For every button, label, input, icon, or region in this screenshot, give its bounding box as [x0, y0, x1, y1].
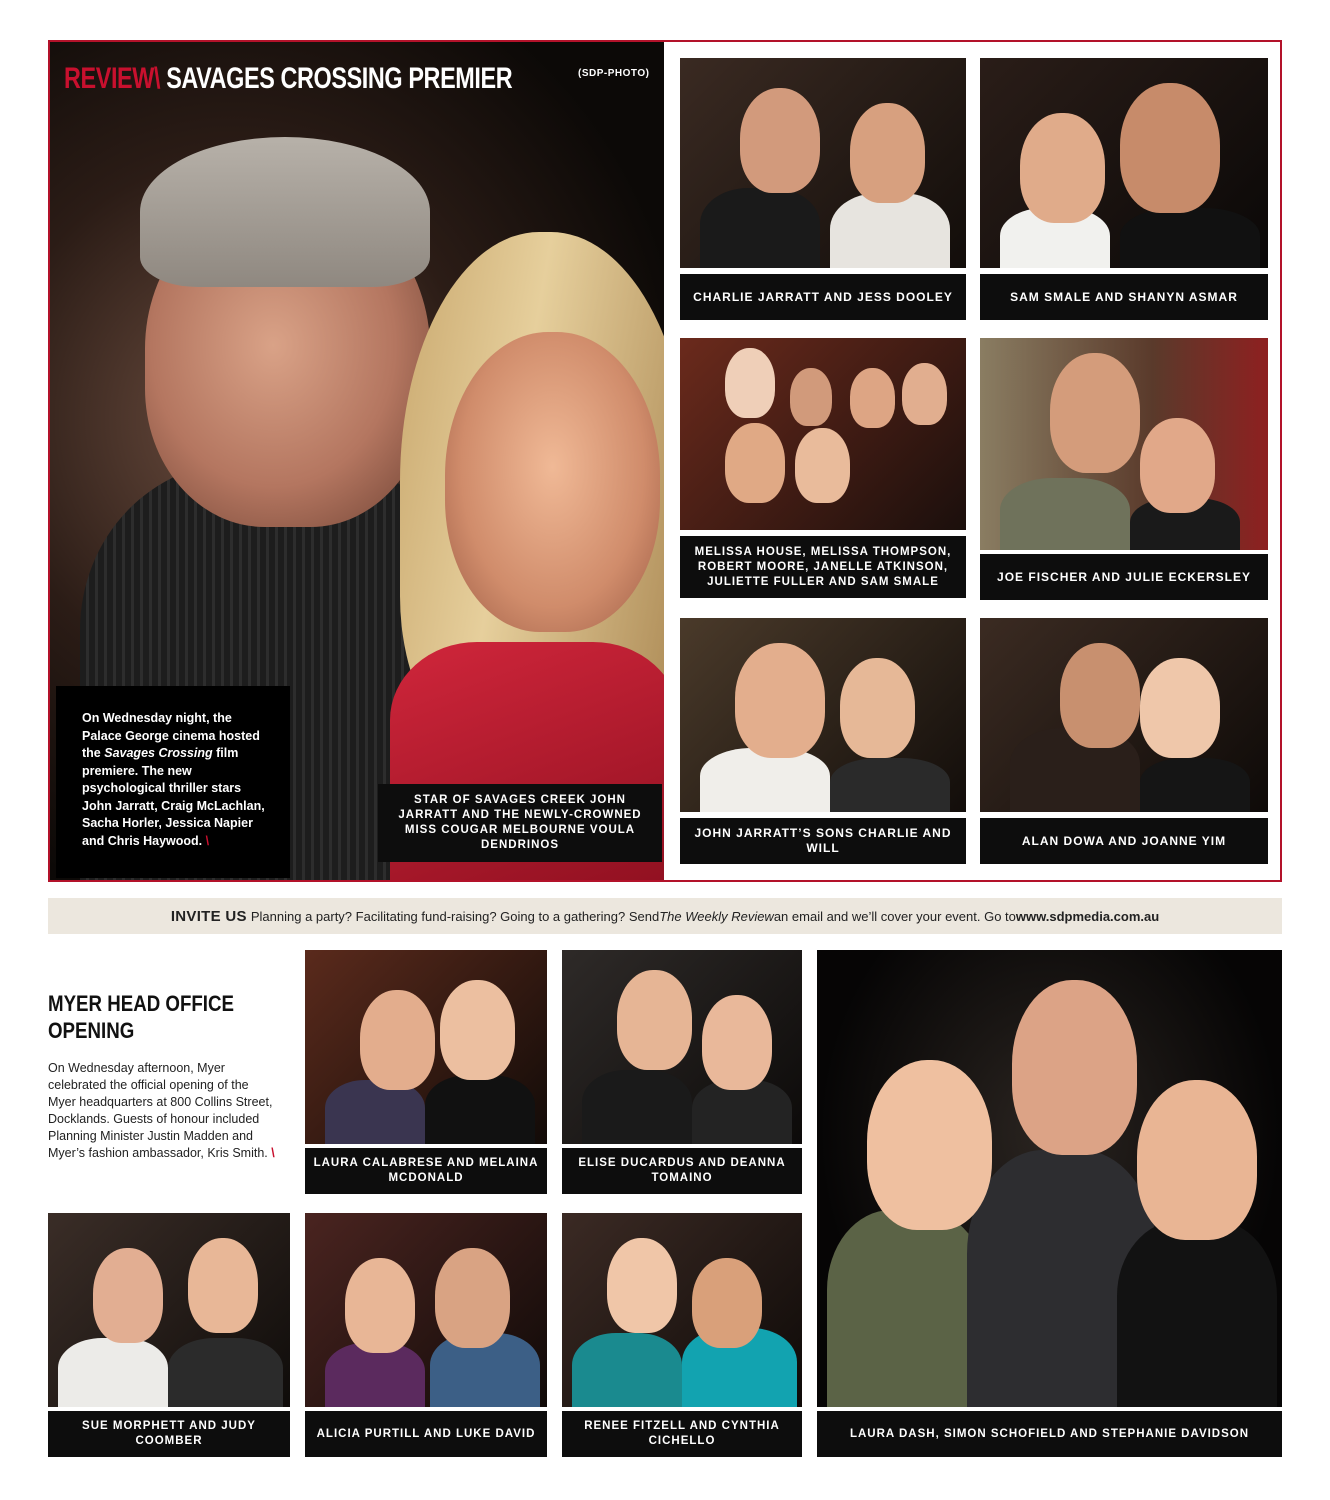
caption-6: ALAN DOWA AND JOANNE YIM: [980, 818, 1268, 864]
review-headline: [64, 62, 512, 96]
myer-caption-3: SUE MORPHETT AND JUDY COOMBER: [48, 1411, 290, 1457]
photo-credit: (SDP-PHOTO): [578, 68, 650, 79]
end-mark: \: [205, 833, 210, 848]
myer-caption-1: LAURA CALABRESE AND MELAINA MCDONALD: [305, 1148, 547, 1194]
hero-photo: [50, 42, 664, 880]
myer-photo-1: [305, 950, 547, 1144]
myer-photo-5: [562, 1213, 802, 1407]
photo-2: [980, 58, 1268, 268]
myer-caption-6: LAURA DASH, SIMON SCHOFIELD AND STEPHANIE DAVIDSON: [817, 1411, 1282, 1457]
invite-text-2: an email and we’ll cover your event. Go to: [773, 908, 1016, 924]
invite-label: INVITE US: [170, 907, 247, 925]
myer-heading: MYER HEAD OFFICE OPENING: [48, 991, 234, 1043]
intro-text-part1: On Wednesday night, the Palace George cinema hosted the: [82, 711, 260, 760]
caption-5: JOHN JARRATT’S SONS CHARLIE AND WILL: [680, 818, 966, 864]
photo-4: [980, 338, 1268, 550]
myer-photo-6: [817, 950, 1282, 1407]
caption-3: MELISSA HOUSE, MELISSA THOMPSON, ROBERT MOORE, JANELLE ATKINSON, JULIETTE FULLER AND SAM SMALE: [680, 536, 966, 598]
invite-bar: [48, 898, 1282, 934]
review-label: REVIEW\: [64, 62, 161, 95]
myer-photo-3: [48, 1213, 290, 1407]
caption-4: JOE FISCHER AND JULIE ECKERSLEY: [980, 554, 1268, 600]
photo-3: [680, 338, 966, 530]
myer-caption-2: ELISE DUCARDUS AND DEANNA TOMAINO: [562, 1148, 802, 1194]
invite-publication: The Weekly Review: [659, 908, 774, 924]
hero-photo-man-hair: [140, 137, 430, 287]
myer-caption-5: RENEE FITZELL AND CYNTHIA CICHELLO: [562, 1411, 802, 1457]
myer-body: On Wednesday afternoon, Myer celebrated the official opening of the Myer headquarters at 800 Collins Street, Docklands. Guests of honour included Planning Minister Justin Madden and Myer’s fashion ambassador, Kris Smith.: [48, 1061, 273, 1160]
caption-1: CHARLIE JARRATT AND JESS DOOLEY: [680, 274, 966, 320]
caption-2: SAM SMALE AND SHANYN ASMAR: [980, 274, 1268, 320]
myer-photo-2: [562, 950, 802, 1144]
event-title: SAVAGES CROSSING PREMIER: [160, 62, 513, 95]
myer-caption-4: ALICIA PURTILL AND LUKE DAVID: [305, 1411, 547, 1457]
myer-photo-4: [305, 1213, 547, 1407]
photo-5: [680, 618, 966, 812]
review-section-frame: [48, 40, 1282, 882]
photo-1: [680, 58, 966, 268]
intro-text-part2: film premiere. The new psychological thriller stars John Jarratt, Craig McLachlan, Sacha Horler, Jessica Napier and Chris Haywood.: [82, 746, 265, 848]
invite-url-link[interactable]: www.sdpmedia.com.au: [1015, 908, 1160, 924]
myer-end-mark: \: [271, 1146, 275, 1160]
photo-6: [980, 618, 1268, 812]
intro-film-title: Savages Crossing: [104, 746, 213, 760]
myer-body-text: [48, 1060, 278, 1162]
hero-photo-woman-face: [445, 332, 660, 632]
event-intro: [56, 686, 290, 878]
hero-caption: STAR OF SAVAGES CREEK JOHN JARRATT AND THE NEWLY-CROWNED MISS COUGAR MELBOURNE VOULA DENDRINOS: [378, 784, 662, 862]
invite-text-1: Planning a party? Facilitating fund-raising? Going to a gathering? Send: [250, 908, 660, 924]
